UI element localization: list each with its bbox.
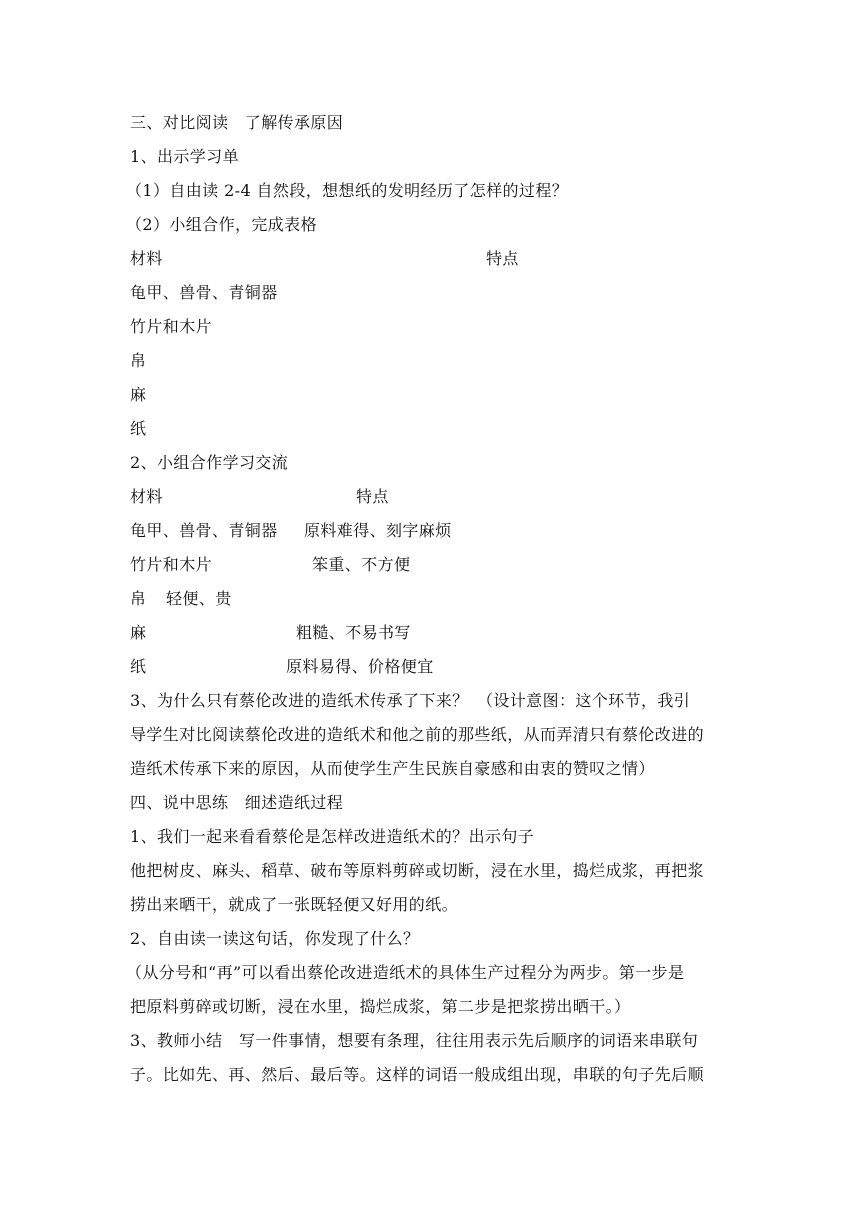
answer-line: （从分号和“再”可以看出蔡伦改进造纸术的具体生产过程分为两步。第一步是 [126,963,685,982]
quote-line: 捞出来晒干，就成了一张既轻便又好用的纸。 [130,895,459,914]
table2-row-feature: 原料易得、价格便宜 [286,657,434,676]
table2-row-feature: 粗糙、不易书写 [296,623,411,642]
table2-row-material: 龟甲、兽骨、青铜器 [130,521,278,540]
item3-line: 导学生对比阅读蔡伦改进的造纸术和他之前的那些纸，从而弄清只有蔡伦改进的 [130,725,705,744]
task2-text: （2）小组合作，完成表格 [126,215,317,234]
table2-row-material: 竹片和木片 [130,555,213,574]
summary-line: 子。比如先、再、然后、最后等。这样的词语一般成组出现，串联的句子先后顺 [130,1065,705,1084]
section3-title: 三、对比阅读 了解传承原因 [130,113,344,132]
s4-item2: 2、自由读一读这句话，你发现了什么？ [130,929,420,948]
task1-text: （1）自由读 2-4 自然段，想想纸的发明经历了怎样的过程？ [126,181,569,200]
table1-header-material: 材料 [130,249,163,268]
table2-row-material: 麻 [130,623,147,642]
quote-line: 他把树皮、麻头、稻草、破布等原料剪碎或切断，浸在水里，捣烂成浆，再把浆 [130,861,705,880]
table2-header-feature: 特点 [356,487,389,506]
table2-row-material: 纸 [130,657,147,676]
table1-row: 龟甲、兽骨、青铜器 [130,283,278,302]
section4-title: 四、说中思练 细述造纸过程 [130,793,344,812]
s4-item1: 1、我们一起来看看蔡伦是怎样改进造纸术的？出示句子 [130,827,535,846]
answer-line: 把原料剪碎或切断，浸在水里，捣烂成浆，第二步是把浆捞出晒干。） [130,997,631,1016]
table1-row: 帛 [130,351,147,370]
item3-line: 造纸术传承下来的原因，从而使学生产生民族自豪感和由衷的赞叹之情） [130,759,655,778]
summary-line: 3、教师小结 写一件事情，想要有条理，往往用表示先后顺序的词语来串联句 [130,1031,699,1050]
table2-header-material: 材料 [130,487,163,506]
table2-row-material: 帛 [130,589,147,608]
item2-heading: 2、小组合作学习交流 [130,453,289,472]
table1-header-feature: 特点 [486,249,519,268]
table2-row-feature: 轻便、贵 [166,589,232,608]
table1-row: 纸 [130,419,147,438]
item1-heading: 1、出示学习单 [130,147,239,166]
table2-row-feature: 笨重、不方便 [312,555,411,574]
item3-line: 3、为什么只有蔡伦改进的造纸术传承了下来？ （设计意图：这个环节，我引 [130,691,691,710]
table1-row: 竹片和木片 [130,317,213,336]
table2-row-feature: 原料难得、刻字麻烦 [304,521,452,540]
table1-row: 麻 [130,385,147,404]
